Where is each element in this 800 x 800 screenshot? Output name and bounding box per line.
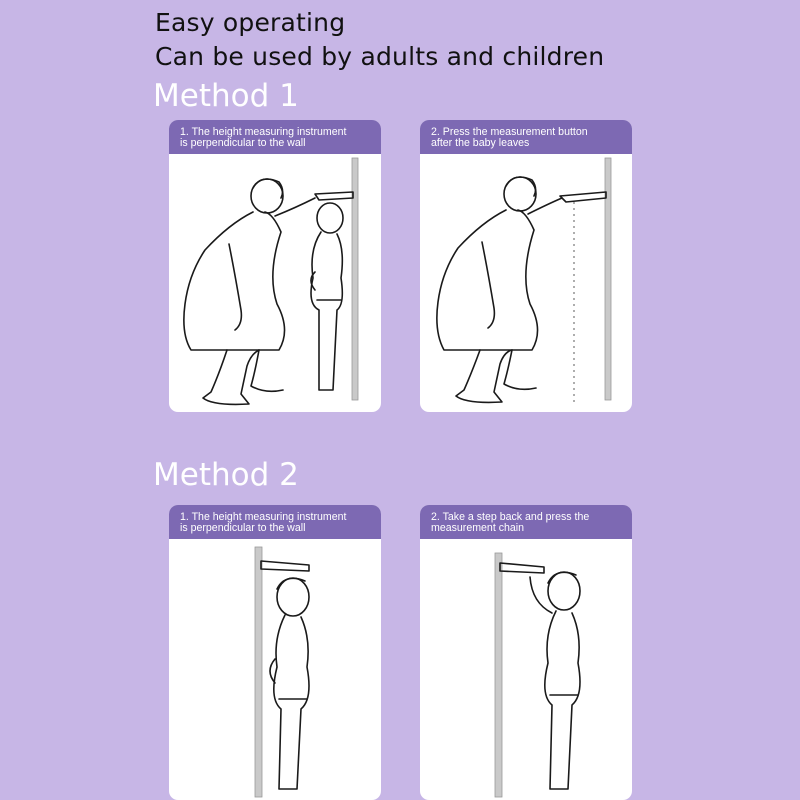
card-caption-line1: 2. Take a step back and press the (431, 511, 590, 523)
method-2-step-2-card (420, 505, 632, 800)
measuring-head-plate (560, 192, 606, 202)
headline-easy-operating: Easy operating (155, 8, 346, 37)
card-header (169, 505, 381, 539)
card-caption-line1: 1. The height measuring instrument (180, 126, 347, 138)
card-caption-line2: measurement chain (431, 522, 525, 534)
measuring-rod (495, 553, 502, 797)
headline-adults-children: Can be used by adults and children (155, 42, 605, 71)
card-header (420, 505, 632, 539)
card-header (420, 120, 632, 154)
adult-figure (437, 177, 562, 402)
child-pressing-chain-illustration (420, 539, 632, 800)
method-1-step-1-card (169, 120, 381, 412)
card-caption-line2: after the baby leaves (431, 137, 530, 149)
measuring-head-plate (500, 563, 544, 573)
adult-measuring-child-illustration (169, 154, 381, 412)
child-under-instrument-illustration (169, 539, 381, 800)
card-caption-line1: 2. Press the measurement button (431, 126, 588, 138)
measuring-head-plate (261, 561, 309, 571)
child-figure (530, 572, 580, 789)
method-2-title: Method 2 (153, 457, 299, 493)
card-caption-line1: 1. The height measuring instrument (180, 511, 347, 523)
method-2-step-1-card (169, 505, 381, 800)
measuring-rod (255, 547, 262, 797)
child-figure (311, 203, 343, 390)
adult-figure (184, 179, 315, 404)
method-1-step-2-card (420, 120, 632, 412)
measuring-head-plate (315, 192, 353, 200)
child-figure (270, 578, 309, 789)
method-1-title: Method 1 (153, 78, 299, 114)
card-caption-line2: is perpendicular to the wall (180, 522, 306, 534)
card-caption-line2: is perpendicular to the wall (180, 137, 306, 149)
adult-pressing-button-illustration (420, 154, 632, 412)
card-header (169, 120, 381, 154)
